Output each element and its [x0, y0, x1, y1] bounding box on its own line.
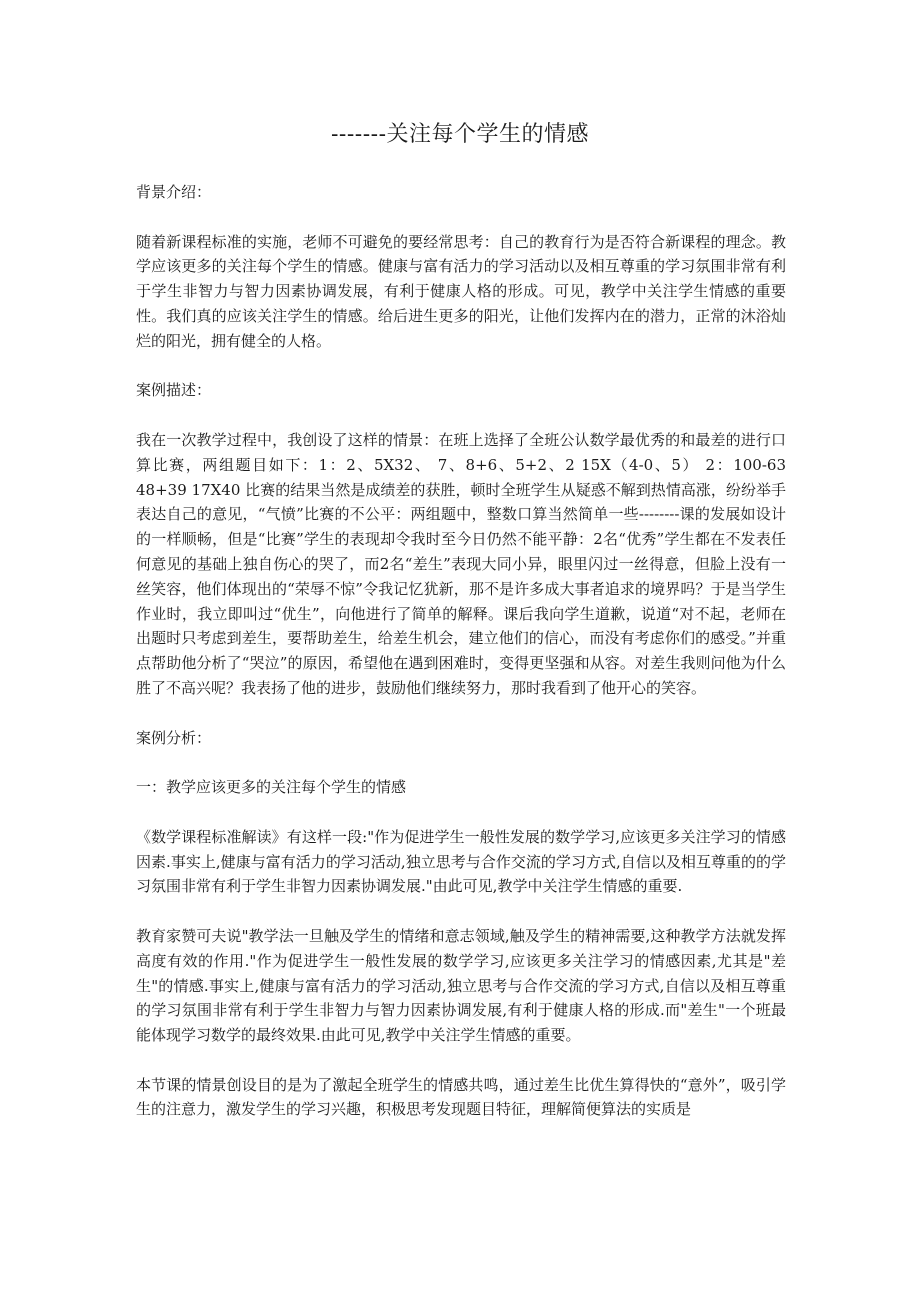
heading-case-description: 案例描述： [136, 381, 212, 400]
paragraph-standard-quote: 《数学课程标准解读》有这样一段:"作为促进学生一般性发展的数学学习,应该更多关注学习的情感因素.事实上,健康与富有活力的学习活动,独立思考与合作交流的学习方式,自信以及相互尊重的的学习氛围非常有利于学生非智力因素协调发展."由此可见,教学中关注学生情感的重要. [136, 827, 786, 896]
heading-case-analysis: 案例分析： [136, 728, 212, 747]
subheading-analysis-one: 一：教学应该更多的关注每个学生的情感 [136, 778, 407, 797]
document-title: -------关注每个学生的情感 [330, 122, 590, 147]
heading-background: 背景介绍： [136, 183, 212, 201]
paragraph-background: 随着新课程标准的实施，老师不可避免的要经常思考：自己的教育行为是否符合新课程的理念。教学应该更多的关注每个学生的情感。健康与富有活力的学习活动以及相互尊重的学习氛围非常有利于学生非智力与智力因素协调发展，有利于健康人格的形成。可见，教学中关注学生情感的重要性。我们真的应该关注学生的情感。给后进生更多的阳光，让他们发挥内在的潜力，正常的沐浴灿烂的阳光，拥有健全的人格。 [136, 232, 786, 350]
document-body [136, 180, 786, 1122]
paragraph-case-description: 我在一次教学过程中，我创设了这样的情景：在班上选择了全班公认数学最优秀的和最差的进行口算比赛，两组题目如下：1：2、5X32、 7、8+6、5+2、2 15X（4-0、5） 2：100-63 48+39 17X40 比赛的结果当然是成绩差的获胜，顿时全班学生从疑惑不解到热情高涨，纷纷举手表达自己的意见，“气愤”比赛的不公平：两组题中，整数口算当然简单一些--------课的发展如设计的一样顺畅，但是“比赛”学生的表现却令我时至今日仍然不能平静：2名“优秀”学生都在不发表任何意见的基础上独自伤心的哭了，而2名“差生”表现大同小异，眼里闪过一丝得意，但脸上没有一丝笑容，他们体现出的“荣辱不惊”令我记忆犹新，那不是许多成大事者追求的境界吗？于是当学生作业时，我立即叫过“优生”，向他进行了简单的解释。课后我向学生道歉，说道“对不起，老师在出题时只考虑到差生，要帮助差生，给差生机会，建立他们的信心，而没有考虑你们的感受。”并重点帮助他分析了“哭泣”的原因，希望他在遇到困难时，变得更坚强和从容。对差生我则问他为什么胜了不高兴呢？我表扬了他的进步，鼓励他们继续努力，那时我看到了他开心的笑容。 [136, 430, 786, 697]
paragraph-educator-quote: 教育家赞可夫说"教学法一旦触及学生的情绪和意志领域,触及学生的精神需要,这种教学方法就发挥高度有效的作用."作为促进学生一般性发展的数学学习,应该更多关注学习的情感因素,尤其是"差生"的情感.事实上,健康与富有活力的学习活动,独立思考与合作交流的学习方式,自信以及相互尊重的学习氛围非常有利于学生非智力与智力因素协调发展,有利于健康人格的形成.而"差生"一个班最能体现学习数学的最终效果.由此可见,教学中关注学生情感的重要。 [136, 926, 786, 1045]
paragraph-lesson-purpose: 本节课的情景创设目的是为了激起全班学生的情感共鸣，通过差生比优生算得快的“意外”，吸引学生的注意力，激发学生的学习兴趣，积极思考发现题目特征，理解简便算法的实质是 [136, 1075, 786, 1119]
